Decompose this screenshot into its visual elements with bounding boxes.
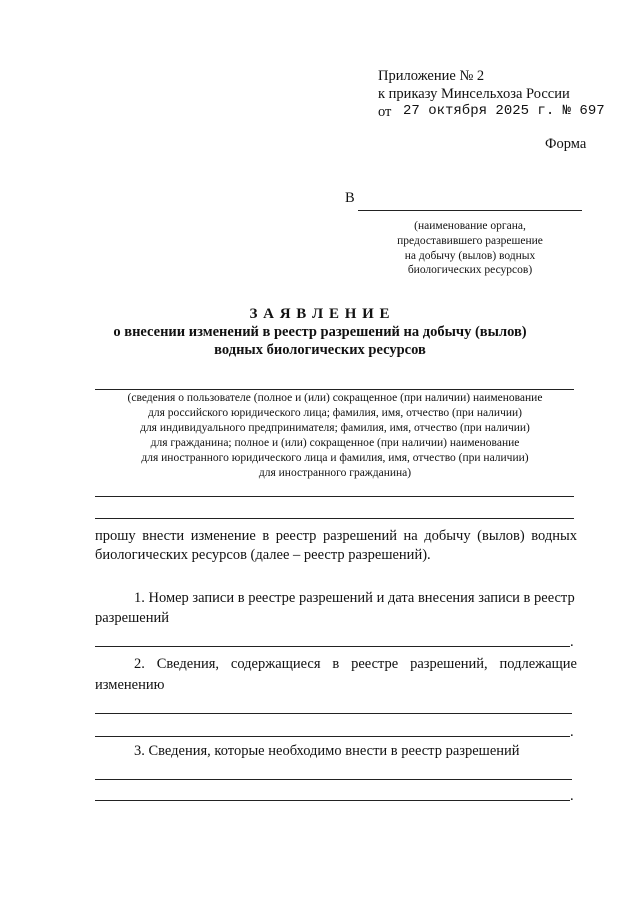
addressee-prefix: В xyxy=(345,190,355,206)
order-date-stamp: 27 октября 2025 г. № 697 xyxy=(403,103,605,119)
applicant-caption-2: для российского юридического лица; фамилия, имя, отчество (при наличии) xyxy=(147,407,522,419)
applicant-extra-line-2 xyxy=(95,518,574,519)
applicant-caption-3: для индивидуального предпринимателя; фамилия, имя, отчество (при наличии) xyxy=(140,422,530,434)
addressee-caption-2: предоставившего разрешение xyxy=(397,235,543,247)
applicant-extra-line-1 xyxy=(95,496,574,497)
item-2-answer-line-1 xyxy=(95,713,572,714)
applicant-caption-6: для иностранного гражданина) xyxy=(258,467,412,479)
item-3-answer-line-2 xyxy=(95,800,570,801)
addressee-caption-4: биологических ресурсов) xyxy=(407,264,533,276)
applicant-caption-5: для иностранного юридического лица и фамилия, имя, отчество (при наличии) xyxy=(141,452,529,464)
request-text-line-2: биологических ресурсов (далее – реестр разрешений). xyxy=(95,547,431,563)
item-3-answer-line-1 xyxy=(95,779,572,780)
form-label: Форма xyxy=(545,136,587,152)
item-3-line-1: 3. Сведения, которые необходимо внести в реестр разрешений xyxy=(134,743,520,759)
request-text-line-1: прошу внести изменение в реестр разрешений на добычу (вылов) водных xyxy=(95,528,577,544)
order-reference: к приказу Минсельхоза России xyxy=(378,86,570,102)
document-subtitle-2: водных биологических ресурсов xyxy=(214,342,426,358)
item-1-line-2: разрешений xyxy=(95,610,169,626)
addressee-line xyxy=(358,210,582,211)
item-2-line-2: изменению xyxy=(95,677,165,693)
item-2-answer-line-2 xyxy=(95,736,570,737)
applicant-caption-4: для гражданина; полное и (или) сокращенное (при наличии) наименование xyxy=(150,437,520,449)
order-date-prefix: от xyxy=(378,104,392,120)
item-2-line-1: 2. Сведения, содержащиеся в реестре разрешений, подлежащие xyxy=(134,656,577,672)
appendix-number: Приложение № 2 xyxy=(378,68,485,84)
document-title: З А Я В Л Е Н И Е xyxy=(249,306,391,322)
addressee-caption-1: (наименование органа, xyxy=(414,220,526,232)
item-1-period: . xyxy=(570,634,574,650)
item-2-period: . xyxy=(570,724,574,740)
applicant-line xyxy=(95,389,574,390)
item-3-period: . xyxy=(570,788,574,804)
addressee-caption-3: на добычу (вылов) водных xyxy=(404,250,536,262)
document-subtitle-1: о внесении изменений в реестр разрешений на добычу (вылов) xyxy=(113,324,527,340)
item-1-line-1: 1. Номер записи в реестре разрешений и дата внесения записи в реестр xyxy=(134,590,575,606)
item-1-answer-line xyxy=(95,646,570,647)
applicant-caption-1: (сведения о пользователе (полное и (или) сокращенное (при наличии) наименование xyxy=(127,392,543,404)
